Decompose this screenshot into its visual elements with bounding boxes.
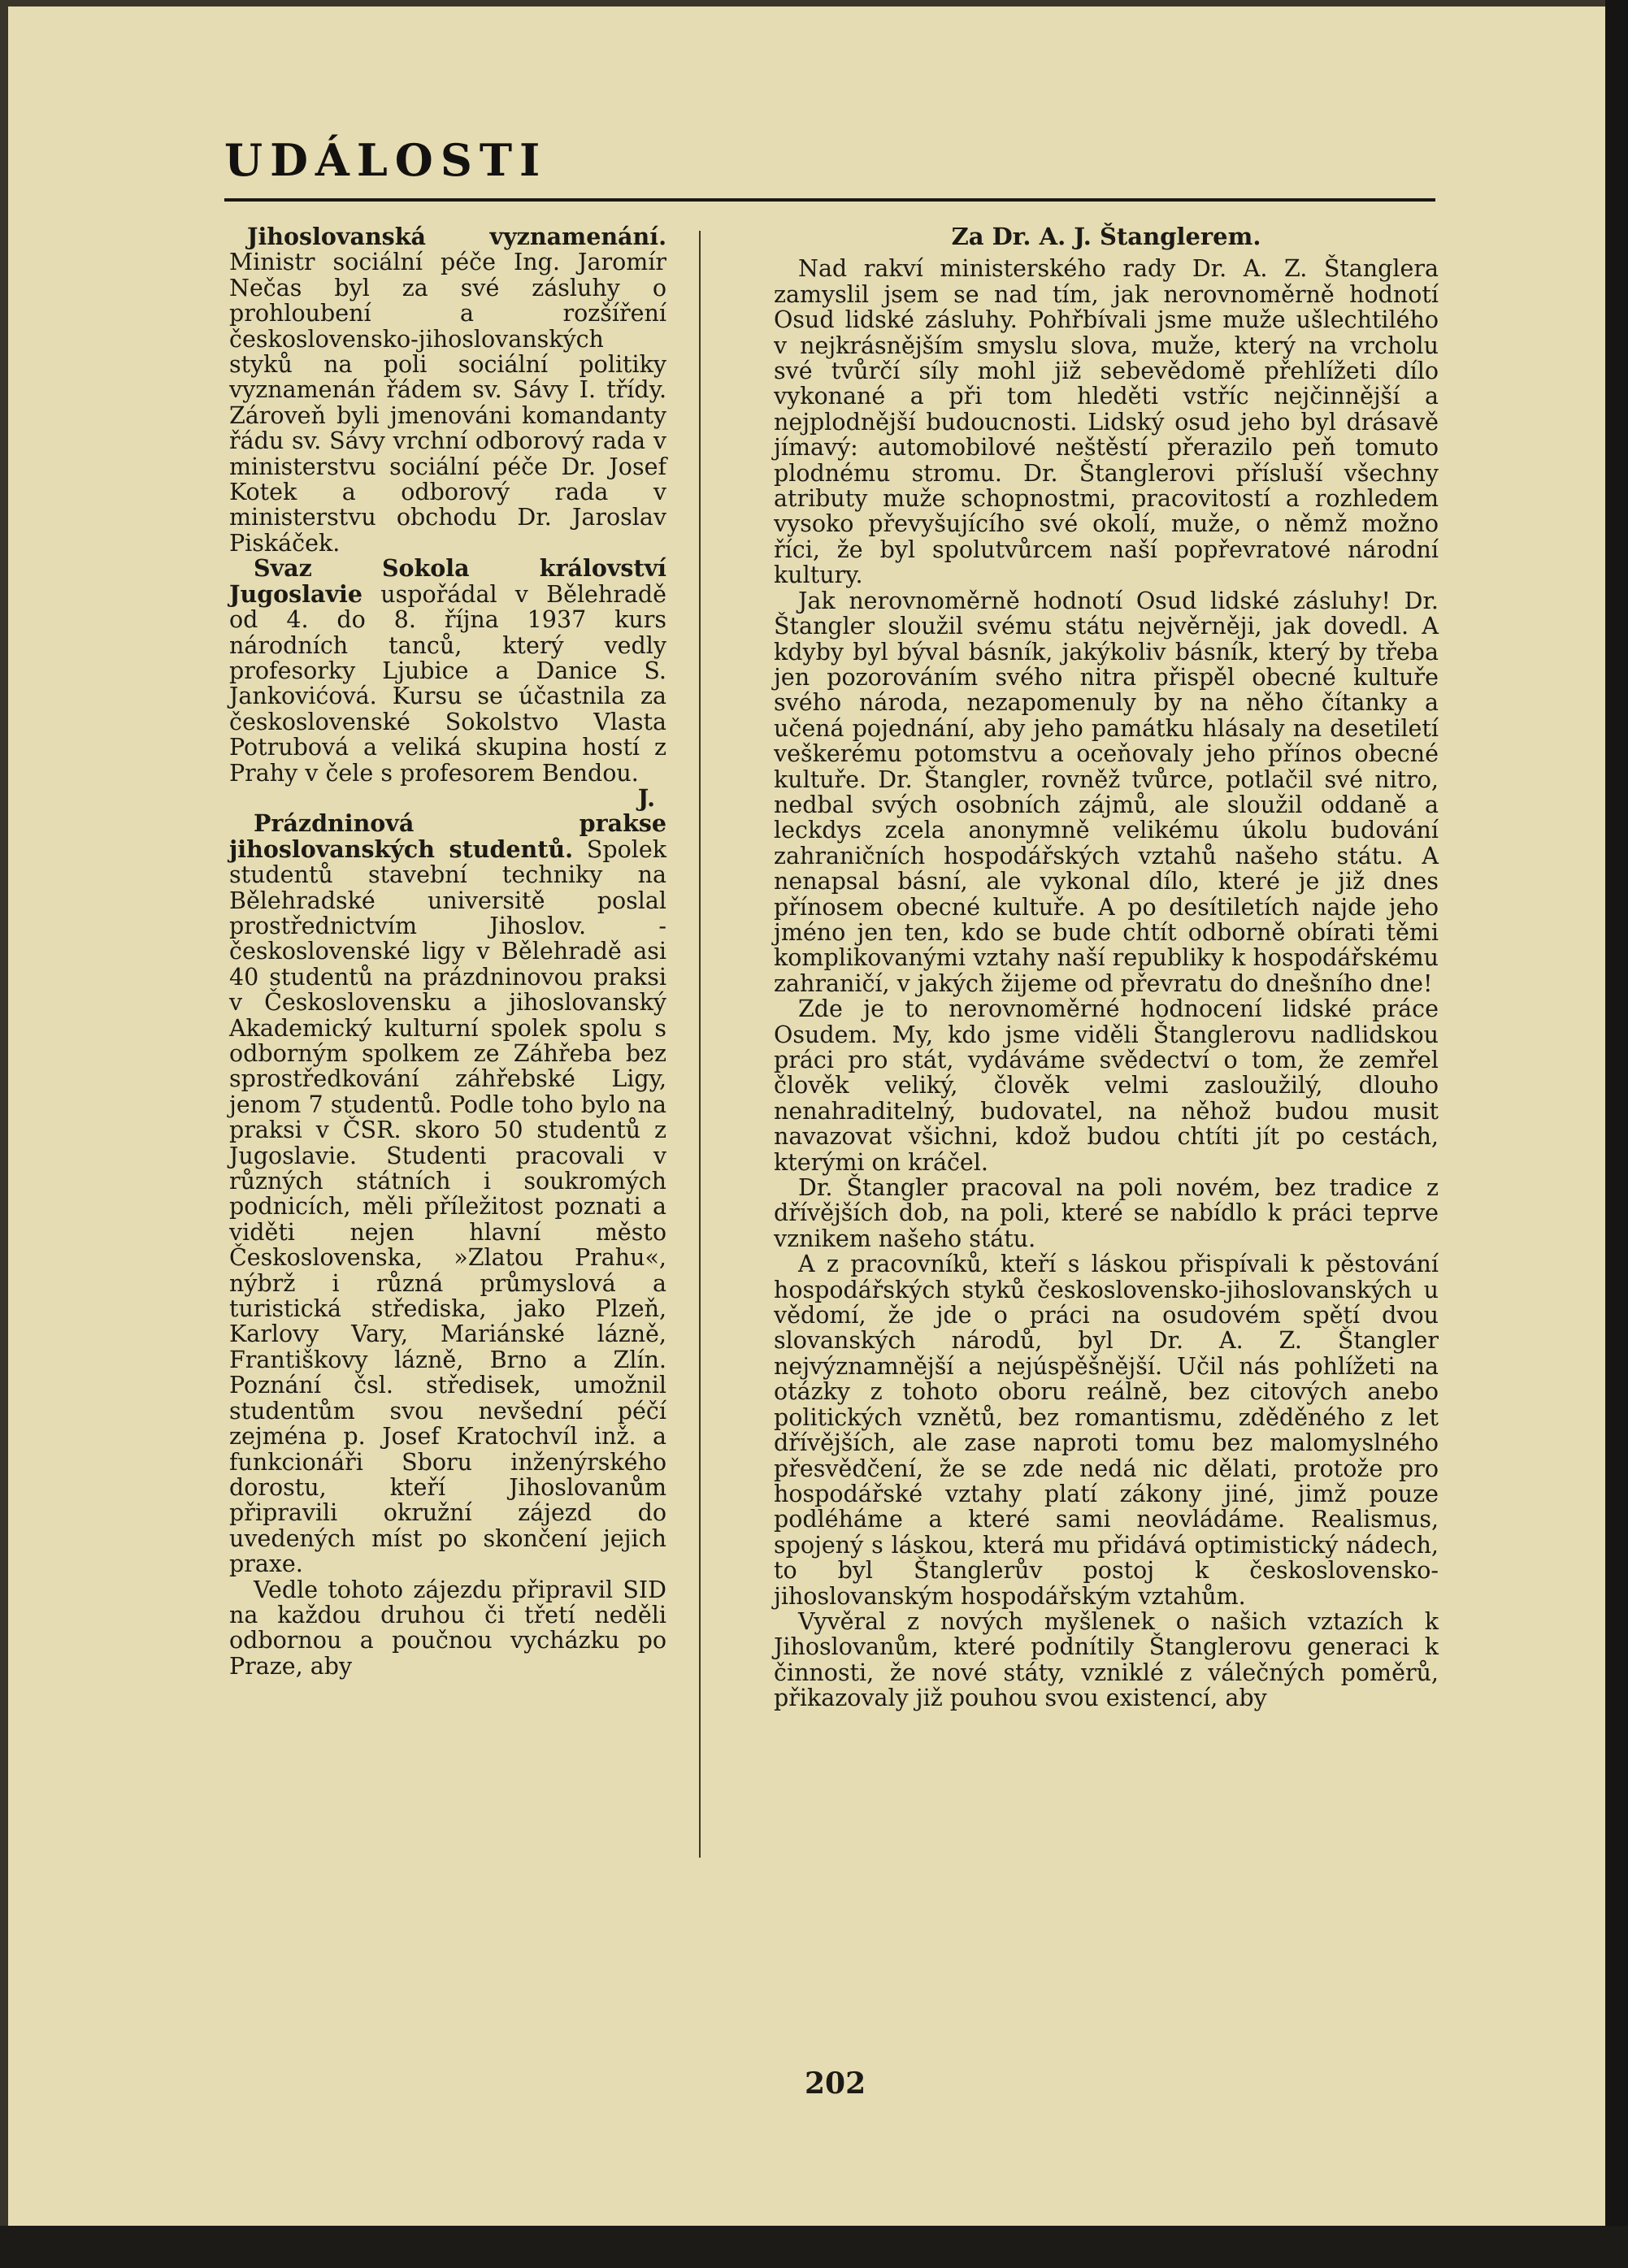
obituary-paragraph: Vyvěral z nových myšlenek o našich vztazích k Jihoslovanům, které podnítily Štanglerovu generaci k činnosti, že nové státy, vzniklé z válečných poměrů, přikazovaly již pouhou svou existencí, aby [774, 1607, 1439, 1712]
section-heading: UDÁLOSTI [224, 134, 548, 186]
obituary-paragraph: Dr. Štangler pracoval na poli novém, bez tradice z dřívějších dob, na poli, které se nabídlo k práci teprve vznikem našeho státu. [774, 1174, 1439, 1252]
obituary-paragraph: Jak nerovnoměrně hodnotí Osud lidské zásluhy! Dr. Štangler sloužil svému státu nejvěrněji, jak dovedl. A kdyby byl býval básník, jakýkoliv básník, který by třeba jen pozorováním svého nitra přispěl obecné kultuře svého národa, nezapomenuly by na něho čítanky a učená pojednání, aby jeho památku hlásaly na desetiletí veškerému potomstvu a oceňovaly jeho přínos obecné kultuře. Dr. Štangler, rovněž tvůrce, potlačil své nitro, nedbal svých osobních zájmů, ale sloužil oddaně a leckdys zcela anonymně velikému úkolu budování zahraničních hospodářských vztahů našeho státu. A nenapsal básní, ale vykonal dílo, které je již dnes přínosem obecné kultuře. A po desítiletích najde jeho jméno jen ten, kdo se bude chtít odborně obírati těmi komplikovanými vztahy naší republiky k hospodářskému zahraničí, v jakých žijeme od převratu do dnešního dne! [774, 587, 1439, 997]
article-sokol-union [229, 554, 666, 812]
article-body: Spolek studentů stavební techniky na Bělehradské universitě poslal prostřednictvím Jihoslov. - československé ligy v Bělehradě asi 40 studentů na prázdninovou praksi v Československu a jihoslovanský Akademický kulturní spolek spolu s odborným spolkem ze Záhřeba bez sprostředkování záhřebské Ligy, jenom 7 studentů. Podle toho bylo na praksi v ČSR. skoro 50 studentů z Jugoslavie. Studenti pracovali v různých státních i soukromých podnicích, měli příležitost poznati a viděti nejen hlavní město Československa, »Zlatou Prahu«, nýbrž i různá průmyslová a turistická střediska, jako Plzeň, Karlovy Vary, Mariánské lázně, Františkovy lázně, Brno a Zlín. Poznání čsl. středisek, umožnil studentům svou nevšední péčí zejména p. Josef Kratochvíl inž. a funkcionáři Sboru inženýrského dorostu, kteří Jihoslovanům připravili okružní zájezd do uvedených míst po skončení jejich praxe. [229, 835, 666, 1578]
scan-edge-left [0, 0, 8, 2268]
article-student-internship [229, 811, 666, 1576]
article-title: Prázdninová prakse jihoslovanských studentů. [229, 809, 666, 863]
obituary-paragraph: Zde je to nerovnoměrné hodnocení lidské práce Osudem. My, kdo jsme viděli Štanglerovu nadlidskou práci pro stát, vydáváme svědectví o tom, že zemřel člověk veliký, člověk velmi zasloužilý, dlouho nenahraditelný, budovatel, na něhož budou musit navazovat všichni, kdož budou chtíti jít po cestách, kterými on kráčel. [774, 995, 1439, 1176]
scan-edge-right [1605, 0, 1628, 2268]
obituary-paragraph: Nad rakví ministerského rady Dr. A. Z. Štanglera zamyslil jsem se nad tím, jak nerovnoměrně hodnotí Osud lidské zásluhy. Pohřbívali jsme muže ušlechtilého v nejkrásnějším smyslu slova, muže, který na vrcholu své tvůrčí síly mohl již sebevědomě přehlížeti dílo vykonané a při tom hleděti vstříc nejčinnější a nejplodnější budoucnosti. Lidský osud jeho byl drásavě jímavý: automobilové neštěstí přerazilo peň tomuto plodnému stromu. Dr. Štanglerovi přísluší všechny atributy muže schopnostmi, pracovitostí a rozhledem vysoko převyšujícího své okolí, muže, o němž možno říci, že byl spolutvůrcem naší popřevratové národní kultury. [774, 255, 1439, 589]
article-continuation: Vedle tohoto zájezdu připravil SID na každou druhou či třetí neděli odbornou a poučnou vycházku po Praze, aby [229, 1576, 666, 1680]
obituary-paragraph: A z pracovníků, kteří s láskou přispívali k pěstování hospodářských styků československo-jihoslovanských u vědomí, že jde o práci na osudovém spětí dvou slovanských národů, byl Dr. A. Z. Štangler nejvýznamnější a nejúspěšnější. Učil nás pohlížeti na otázky z tohoto oboru reálně, bez citových anebo politických vznětů, bez romantismu, zděděného z let dřívějších, ale zase naproti tomu bez malomyslného přesvědčení, že se zde nedá nic dělati, protože pro hospodářské vztahy platí zákony jiné, jimž pouze podléháme a které sami neovládáme. Realismus, spojený s láskou, která mu přidává optimistický nádech, to byl Štanglerův postoj k československo-jihoslovanským hospodářským vztahům. [774, 1251, 1439, 1610]
scan-edge-bottom [0, 2226, 1628, 2268]
article-title: Jihoslovanská vyznamenání. [247, 223, 666, 250]
article-body: Ministr sociální péče Ing. Jaromír Nečas byl za své zásluhy o prohloubení a rozšíření československo-jihoslovanských styků na poli sociální politiky vyznamenán řádem sv. Sávy I. třídy. Zároveň byli jmenováni komandanty řádu sv. Sávy vrchní odborový rada v ministerstvu sociální péče Dr. Josef Kotek a odborový rada v ministerstvu obchodu Dr. Jaroslav Piskáček. [229, 249, 666, 557]
right-column [774, 224, 1439, 1711]
obituary-title: Za Dr. A. J. Štanglerem. [951, 223, 1261, 250]
left-column [229, 224, 666, 1679]
scan-edge-top [0, 0, 1628, 7]
column-divider [699, 231, 701, 1858]
page-number: 202 [805, 2066, 866, 2101]
heading-rule [224, 198, 1435, 202]
article-signature: J. [637, 783, 655, 812]
article-title: Svaz Sokola království Jugoslavie [229, 554, 666, 608]
article-yugoslav-decorations [229, 224, 666, 556]
article-body: uspořádal v Bělehradě od 4. do 8. října 1937 kurs národních tanců, který vedly profesorky Ljubice a Danice S. Jankovićová. Kursu se účastnila za československé Sokolstvo Vlasta Potrubová a veliká skupina hostí z Prahy v čele s profesorem Bendou. [229, 580, 666, 787]
